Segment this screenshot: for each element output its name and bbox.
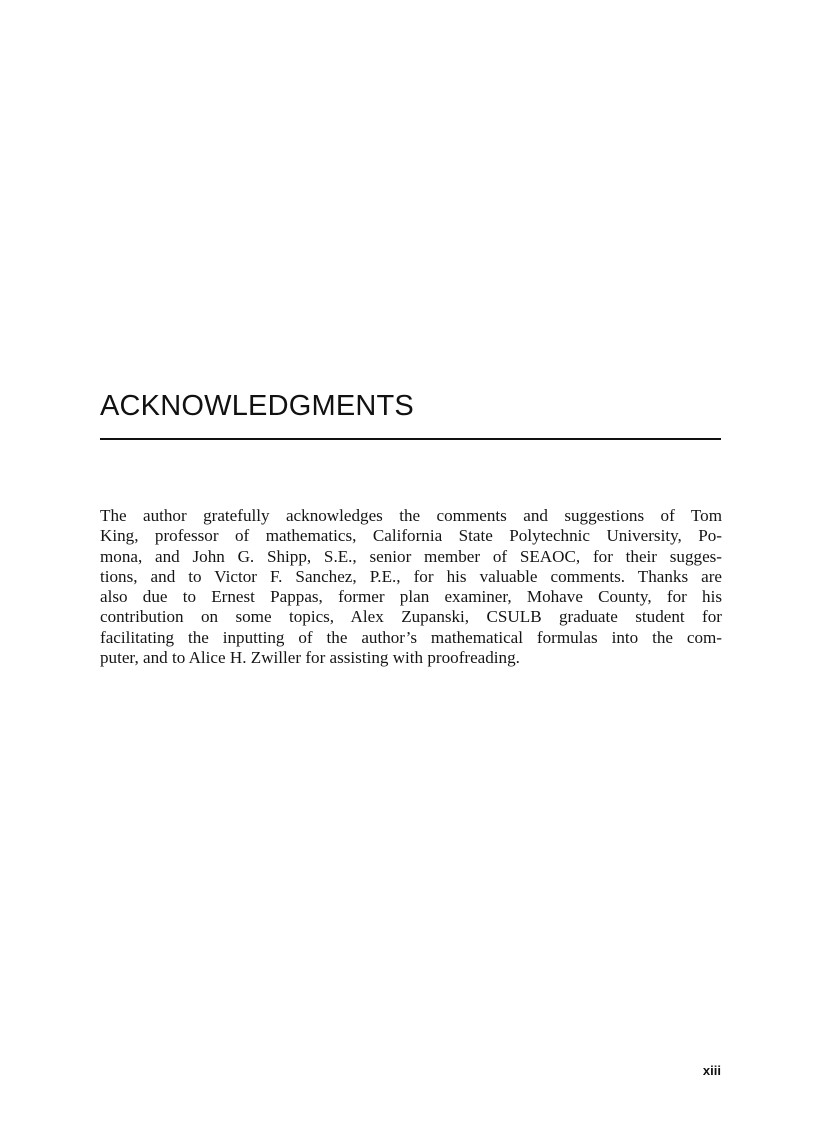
- paragraph-line: contribution on some topics, Alex Zupanski, CSULB graduate student for: [100, 607, 722, 627]
- section-heading: ACKNOWLEDGMENTS: [100, 390, 414, 422]
- paragraph-line: mona, and John G. Shipp, S.E., senior member of SEAOC, for their sugges-: [100, 546, 722, 566]
- paragraph-line: facilitating the inputting of the author’s mathematical formulas into the com-: [100, 627, 722, 647]
- paragraph-line: tions, and to Victor F. Sanchez, P.E., for his valuable comments. Thanks are: [100, 566, 722, 586]
- paragraph-line: The author gratefully acknowledges the comments and suggestions of Tom: [100, 506, 722, 525]
- heading-rule: [100, 438, 721, 440]
- paragraph-line: also due to Ernest Pappas, former plan examiner, Mohave County, for his: [100, 587, 722, 607]
- page-number: xiii: [702, 1063, 721, 1078]
- acknowledgments-paragraph: [100, 506, 722, 668]
- paragraph-line: King, professor of mathematics, California State Polytechnic University, Po-: [100, 526, 722, 546]
- paragraph-line: puter, and to Alice H. Zwiller for assisting with proofreading.: [100, 648, 520, 668]
